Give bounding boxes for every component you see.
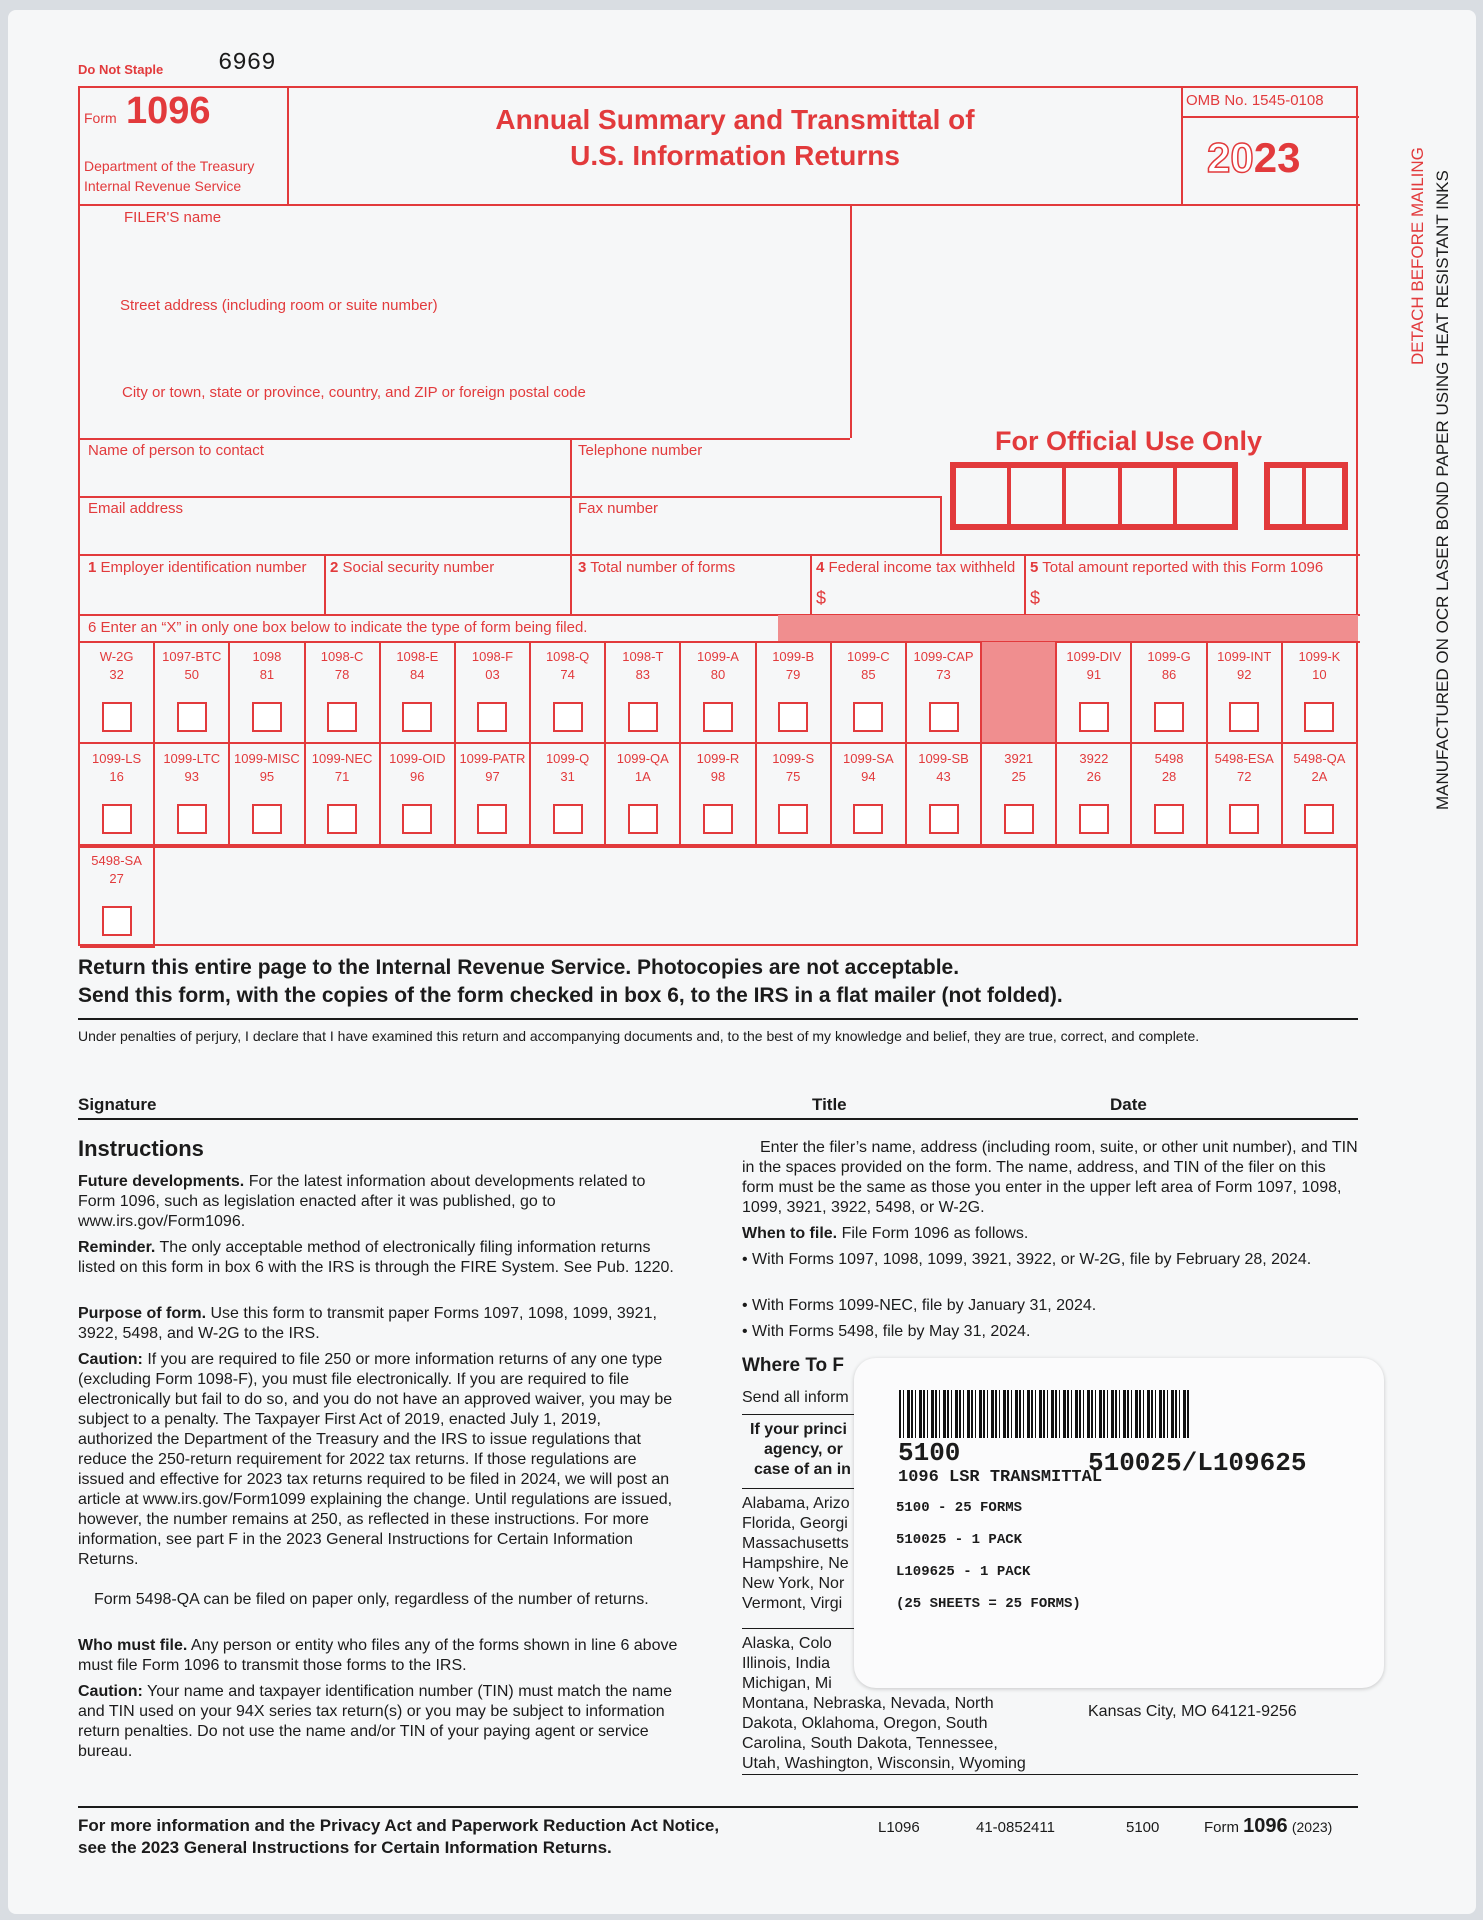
form-type-name: 1099-Q: [545, 751, 590, 766]
form-type-code: 32: [109, 667, 124, 682]
form-type-5498: [1132, 744, 1207, 846]
box1-label: Employer identification number: [100, 559, 307, 576]
form-type-checkbox[interactable]: [703, 804, 733, 834]
form-type-code: 96: [410, 769, 425, 784]
form-type-checkbox[interactable]: [102, 702, 132, 732]
form-type-code: 50: [184, 667, 199, 682]
privacy-line1: For more information and the Privacy Act and Paperwork Reduction Act Notice,: [78, 1816, 720, 1835]
label-num2: 510025/L109625: [1088, 1448, 1307, 1478]
state-list-line: Alabama, Arizo: [742, 1495, 850, 1512]
form-type-checkbox[interactable]: [177, 702, 207, 732]
form-type-name: 1098: [252, 649, 282, 664]
official-use-title: For Official Use Only: [995, 426, 1263, 456]
form-type-name: 5498-QA: [1293, 751, 1346, 766]
box6-shaded-bar: [778, 615, 1358, 641]
form-type-1098-c: [306, 642, 381, 744]
form-type-checkbox[interactable]: [553, 702, 583, 732]
form-type-name: 1099-K: [1298, 649, 1341, 664]
form-type-5498-sa: [80, 846, 155, 948]
omb-number: OMB No. 1545-0108: [1186, 92, 1324, 109]
form-type-3922: [1057, 744, 1132, 846]
state-list-line: Illinois, India: [742, 1655, 831, 1672]
form-type-name: 1099-NEC: [311, 751, 373, 766]
form-type-1099-c: [832, 642, 907, 744]
form-type-code: 31: [560, 769, 575, 784]
date-label: Date: [1110, 1095, 1147, 1114]
form-type-1099-int: [1208, 642, 1283, 744]
form-type-checkbox[interactable]: [553, 804, 583, 834]
form-type-1097-btc: [155, 642, 230, 744]
form-type-name: 5498-ESA: [1214, 751, 1274, 766]
caution1-body: If you are required to file 250 or more information returns of any one type (excluding Form 1098-F), you must file electronically. If you are required to file electronically but fail to do so, and you do not have an approved waiver, you may be subject to a penalty. The Taxpayer First Act of 2019, enacted July 1, 2019, authorized the Department of the Treasury and the IRS to issue regulations that reduce the 250-return requirement for 2022 tax returns. If those regulations are issued and effective for 2023 tax returns required to be filed in 2024, we will post an article at www.irs.gov/Form1099 explaining the change. Until regulations are issued, however, the number remains at 250, as reflected in these instructions. For more information, see part F in the 2023 General Instructions for Certain Information Returns.: [78, 1351, 673, 1568]
box3-label: Total number of forms: [590, 559, 736, 576]
form-type-1099-patr: [456, 744, 531, 846]
if-line3: case of an in: [754, 1461, 851, 1478]
send-all-text: Send all inform: [742, 1389, 849, 1406]
when-bullet-3: • With Forms 5498, file by May 31, 2024.: [742, 1323, 1031, 1340]
form-type-code: 25: [1011, 769, 1026, 784]
form-type-checkbox[interactable]: [628, 702, 658, 732]
reminder-heading: Reminder.: [78, 1239, 156, 1256]
form-type-checkbox[interactable]: [628, 804, 658, 834]
box2-label: Social security number: [342, 559, 495, 576]
form-type-checkbox[interactable]: [402, 702, 432, 732]
form-type-checkbox[interactable]: [327, 804, 357, 834]
form-type-checkbox[interactable]: [327, 702, 357, 732]
state-list-line: Vermont, Virgi: [742, 1595, 843, 1612]
form-type-1098: [230, 642, 305, 744]
dept-line2: Internal Revenue Service: [84, 178, 242, 194]
title-label: Title: [812, 1095, 847, 1114]
official-use-boxes: [950, 462, 1238, 530]
form-type-1099-sa: [832, 744, 907, 846]
signature-field[interactable]: [78, 1060, 798, 1116]
form-type-checkbox[interactable]: [1229, 702, 1259, 732]
label-line3: L109625 - 1 PACK: [896, 1564, 1031, 1580]
form-type-code: 1A: [634, 769, 651, 784]
form-type-code: 94: [861, 769, 876, 784]
kansas-city-address: Kansas City, MO 64121-9256: [1088, 1703, 1297, 1720]
footer-form-word: Form: [1204, 1819, 1239, 1836]
send-notice: Send this form, with the copies of the form checked in box 6, to the IRS in a flat mailer (not folded).: [78, 984, 1063, 1007]
form-type-name: 1099-S: [772, 751, 815, 766]
form-type-code: 75: [785, 769, 801, 784]
when-bullet-2: • With Forms 1099-NEC, file by January 31, 2024.: [742, 1297, 1097, 1314]
form-type-name: 1099-LTC: [163, 751, 221, 766]
form-type-name: 1099-MISC: [234, 751, 300, 766]
form-type-name: 1097-BTC: [162, 649, 222, 664]
form-type-checkbox[interactable]: [177, 804, 207, 834]
when-bullet-1: • With Forms 1097, 1098, 1099, 3921, 3922, or W-2G, file by February 28, 2024.: [742, 1251, 1312, 1268]
form-type-code: 83: [635, 667, 651, 682]
form-type-1099-oid: [381, 744, 456, 846]
form-type-1099-q: [531, 744, 606, 846]
form-type-name: 3921: [1004, 751, 1034, 766]
form-type-1099-nec: [306, 744, 381, 846]
form-type-w-2g: [80, 642, 155, 744]
label-line4: (25 SHEETS = 25 FORMS): [896, 1596, 1081, 1612]
form-type-checkbox[interactable]: [929, 702, 959, 732]
form-type-checkbox[interactable]: [1154, 804, 1184, 834]
form-type-name: 1098-Q: [545, 649, 590, 664]
form-type-1098-f: [456, 642, 531, 744]
state-list-line: Carolina, South Dakota, Tennessee,: [742, 1735, 998, 1752]
form-title-line2: U.S. Information Returns: [570, 140, 900, 171]
form-number: 1096: [126, 90, 211, 132]
form-type-checkbox[interactable]: [853, 702, 883, 732]
form-type-name: 1098-F: [471, 649, 514, 664]
form-type-1099-a: [681, 642, 756, 744]
detach-before-mailing: DETACH BEFORE MAILING: [1408, 147, 1427, 365]
form-type-code: 98: [710, 769, 726, 784]
form-type-code: 97: [485, 769, 500, 784]
box4-label: Federal income tax withheld: [828, 559, 1016, 576]
do-not-staple: Do Not Staple: [78, 62, 164, 77]
official-use-boxes-small: [1264, 462, 1348, 530]
state-list-line: Massachusetts: [742, 1535, 849, 1552]
form-type-1099-cap: [907, 642, 982, 744]
form-type-1099-ltc: [155, 744, 230, 846]
form-type-1099-sb: [907, 744, 982, 846]
form-type-name: 5498: [1154, 751, 1184, 766]
form-type-name: 1099-SA: [843, 751, 894, 766]
form-type-checkbox[interactable]: [1079, 702, 1109, 732]
form-type-checkbox[interactable]: [1229, 804, 1259, 834]
state-list-line: Montana, Nebraska, Nevada, North: [742, 1695, 994, 1712]
signature-label: Signature: [78, 1095, 157, 1114]
form-type-3921: [982, 744, 1057, 846]
dept-line1: Department of the Treasury: [84, 158, 255, 174]
form-type-code: 43: [936, 769, 951, 784]
future-heading: Future developments.: [78, 1173, 245, 1190]
form-type-checkbox[interactable]: [402, 804, 432, 834]
return-notice: Return this entire page to the Internal Revenue Service. Photocopies are not acceptable.: [78, 956, 960, 979]
form-type-1099-qa: [606, 744, 681, 846]
qa-note: Form 5498-QA can be filed on paper only, regardless of the number of returns.: [94, 1591, 649, 1608]
form-type-checkbox[interactable]: [929, 804, 959, 834]
footer-form-number: 1096: [1243, 1815, 1288, 1837]
state-list-line: Florida, Georgi: [742, 1515, 848, 1532]
form-type-code: 80: [710, 667, 726, 682]
privacy-line2: see the 2023 General Instructions for Certain Information Returns.: [78, 1838, 612, 1857]
form-type-code: 72: [1236, 769, 1252, 784]
filer-name-label: FILER'S name: [124, 209, 222, 226]
label-num1: 5100: [898, 1438, 961, 1468]
purpose-body: Use this form to transmit paper Forms 1097, 1098, 1099, 3921, 3922, 5498, and W-2G to the IRS.: [78, 1305, 657, 1342]
form-type-name: 1099-INT: [1217, 649, 1272, 664]
form-type-name: 1099-DIV: [1066, 649, 1122, 664]
form-type-code: 03: [485, 667, 500, 682]
city-label: City or town, state or province, country, and ZIP or foreign postal code: [122, 384, 586, 401]
form-type-name: 1099-G: [1147, 649, 1191, 664]
state-list-line: Utah, Washington, Wisconsin, Wyoming: [742, 1755, 1026, 1772]
form-type-code: 74: [560, 667, 575, 682]
form-type-name: 1098-T: [622, 649, 664, 664]
form-type-code: 27: [109, 871, 124, 886]
barcode: [899, 1390, 1189, 1438]
box4-number: 4: [816, 559, 825, 576]
caution1-heading: Caution:: [78, 1351, 143, 1368]
form-type-1099-ls: [80, 744, 155, 846]
form-type-code: 78: [334, 667, 350, 682]
form-type-checkbox[interactable]: [1304, 804, 1334, 834]
form-type-checkbox[interactable]: [1079, 804, 1109, 834]
form-type-1099-g: [1132, 642, 1207, 744]
form-type-1099-k: [1283, 642, 1358, 744]
box1-number: 1: [88, 559, 97, 576]
if-line2: agency, or: [764, 1441, 843, 1458]
when-heading: When to file.: [742, 1225, 838, 1242]
form-type-name: 1099-C: [847, 649, 890, 664]
who-body: Any person or entity who files any of the forms shown in line 6 above must file Form 1096 to transmit those forms to the IRS.: [78, 1637, 678, 1674]
form-type-checkbox[interactable]: [477, 702, 507, 732]
form-type-name: 1099-CAP: [913, 649, 974, 664]
form-type-name: 1099-R: [696, 751, 740, 766]
form-type-name: 5498-SA: [91, 853, 142, 868]
footer-code1: L1096: [878, 1819, 920, 1836]
footer-form-year: (2023): [1291, 1819, 1333, 1835]
form-type-checkbox[interactable]: [1154, 702, 1184, 732]
footer-code3: 5100: [1126, 1819, 1160, 1836]
box4-dollar: $: [816, 588, 827, 608]
states-group-1: [742, 1494, 850, 1614]
form-type-checkbox[interactable]: [778, 702, 808, 732]
street-label: Street address (including room or suite number): [120, 297, 438, 314]
year-suffix: 23: [1253, 134, 1301, 181]
filer-name-field[interactable]: [120, 230, 840, 290]
footer-code2: 41-0852411: [976, 1819, 1055, 1836]
box5-number: 5: [1030, 559, 1039, 576]
form-type-code: 73: [936, 667, 951, 682]
form-type-1098-q: [531, 642, 606, 744]
phone-label: Telephone number: [578, 442, 703, 459]
form-type-code: 84: [410, 667, 425, 682]
box6-label: 6 Enter an “X” in only one box below to indicate the type of form being filed.: [88, 619, 588, 636]
purpose-heading: Purpose of form.: [78, 1305, 207, 1322]
form-type-code: 92: [1236, 667, 1252, 682]
state-list-line: Hampshire, Ne: [742, 1555, 849, 1572]
form-type-name: 1099-PATR: [459, 751, 526, 766]
instructions-heading: Instructions: [78, 1136, 204, 1161]
box5-dollar: $: [1030, 588, 1041, 608]
form-prefix: Form: [84, 110, 117, 126]
form-type-grid: [80, 642, 1358, 948]
if-line1: If your princi: [750, 1421, 847, 1438]
form-type-blank: [982, 642, 1057, 744]
email-label: Email address: [88, 500, 184, 517]
form-type-code: 28: [1161, 769, 1177, 784]
state-list-line: Michigan, Mi: [742, 1675, 832, 1692]
form-type-code: 2A: [1311, 769, 1328, 784]
form-type-checkbox[interactable]: [778, 804, 808, 834]
form-type-5498-qa: [1283, 744, 1358, 846]
form-type-name: 1099-OID: [389, 751, 446, 766]
caution2-body: Your name and taxpayer identification number (TIN) must match the name and TIN used on your 94X series tax return(s) or you may be subject to information return penalties. Do not use the name and/or TIN of your paying agent or service bureau.: [78, 1683, 673, 1760]
who-heading: Who must file.: [78, 1637, 188, 1654]
form-type-1098-t: [606, 642, 681, 744]
form-type-code: 86: [1161, 667, 1177, 682]
form-type-checkbox[interactable]: [1004, 804, 1034, 834]
form-type-1099-b: [757, 642, 832, 744]
year-prefix: 20: [1207, 134, 1254, 181]
form-type-1098-e: [381, 642, 456, 744]
enter-filer-text: Enter the filer’s name, address (including room, suite, or other unit number), and TIN in the spaces provided on the form. The name, address, and TIN of the filer on this form must be the same as those you enter in the upper left area of Form 1097, 1098, 1099, 3921, 3922, 5498, or W-2G.: [742, 1139, 1358, 1216]
label-line2: 510025 - 1 PACK: [896, 1532, 1023, 1548]
form-type-1099-r: [681, 744, 756, 846]
manufactured-note: MANUFACTURED ON OCR LASER BOND PAPER USING HEAT RESISTANT INKS: [1433, 170, 1452, 810]
form-type-name: W-2G: [99, 649, 134, 664]
form-type-code: 10: [1312, 667, 1327, 682]
state-list-line: Dakota, Oklahoma, Oregon, South: [742, 1715, 988, 1732]
form-type-code: 95: [259, 769, 275, 784]
handwritten-number: 6969: [218, 50, 276, 77]
form-type-1099-misc: [230, 744, 305, 846]
form-type-checkbox[interactable]: [102, 906, 132, 936]
box2-number: 2: [330, 559, 339, 576]
when-body: File Form 1096 as follows.: [841, 1225, 1029, 1242]
form-type-name: 1099-SB: [918, 751, 969, 766]
box5-label: Total amount reported with this Form 1096: [1042, 559, 1324, 576]
form-type-code: 71: [334, 769, 350, 784]
form-1096: [78, 86, 1358, 946]
form-type-name: 1099-A: [697, 649, 739, 664]
reminder-body: The only acceptable method of electronically filing information returns listed on this form in box 6 with the IRS is through the FIRE System. See Pub. 1220.: [78, 1239, 674, 1276]
form-type-name: 1099-LS: [92, 751, 142, 766]
contact-person-label: Name of person to contact: [88, 442, 264, 459]
label-line1: 5100 - 25 FORMS: [896, 1500, 1023, 1516]
form-type-checkbox[interactable]: [703, 702, 733, 732]
box3-number: 3: [578, 559, 587, 576]
form-type-checkbox[interactable]: [252, 804, 282, 834]
form-type-name: 1098-E: [396, 649, 439, 664]
form-type-checkbox[interactable]: [477, 804, 507, 834]
form-type-checkbox[interactable]: [102, 804, 132, 834]
where-heading: Where To F: [742, 1355, 845, 1376]
form-type-checkbox[interactable]: [252, 702, 282, 732]
form-type-name: 1099-B: [772, 649, 815, 664]
form-type-5498-esa: [1208, 744, 1283, 846]
form-type-code: 91: [1086, 667, 1102, 682]
form-title-line1: Annual Summary and Transmittal of: [495, 104, 975, 135]
form-type-name: 1099-QA: [616, 751, 669, 766]
caution2-heading: Caution:: [78, 1683, 143, 1700]
fax-label: Fax number: [578, 500, 659, 517]
form-type-code: 79: [785, 667, 801, 682]
state-list-line: Alaska, Colo: [742, 1635, 832, 1652]
form-type-code: 93: [184, 769, 199, 784]
label-description: 1096 LSR TRANSMITTAL: [898, 1468, 1103, 1487]
form-type-code: 16: [109, 769, 124, 784]
form-type-name: 3922: [1079, 751, 1109, 766]
form-type-code: 85: [861, 667, 876, 682]
form-type-1099-s: [757, 744, 832, 846]
form-type-code: 26: [1086, 769, 1102, 784]
perjury-statement: Under penalties of perjury, I declare that I have examined this return and accompanying documents and, to the best of my knowledge and belief, they are true, correct, and complete.: [78, 1028, 1200, 1044]
form-type-code: 81: [259, 667, 275, 682]
form-type-checkbox[interactable]: [853, 804, 883, 834]
form-type-name: 1098-C: [320, 649, 364, 664]
form-type-1099-div: [1057, 642, 1132, 744]
form-type-checkbox[interactable]: [1304, 702, 1334, 732]
state-list-line: New York, Nor: [742, 1575, 845, 1592]
future-body: For the latest information about developments related to Form 1096, such as legislation enacted after it was published, go to www.irs.gov/Form1096.: [78, 1173, 646, 1230]
